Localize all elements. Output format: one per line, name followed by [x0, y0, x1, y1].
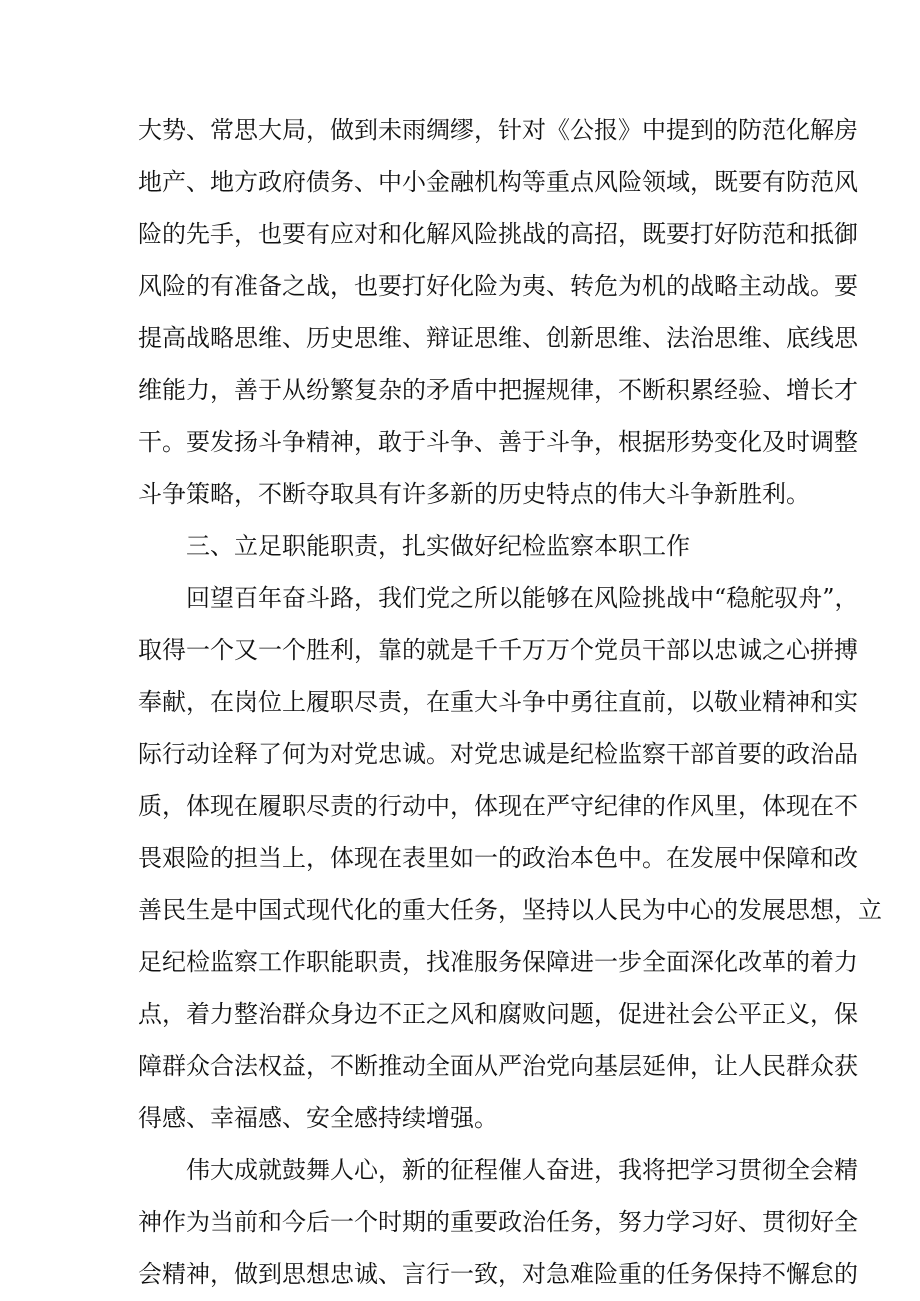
paragraph-line: 大势、常思大局，做到未雨绸缪，针对《公报》中提到的防范化解房: [138, 116, 858, 144]
paragraph-line: 风险的有准备之战，也要打好化险为夷、转危为机的战略主动战。要: [138, 272, 858, 300]
paragraph-line: 地产、地方政府债务、中小金融机构等重点风险领域，既要有防范风: [138, 168, 858, 196]
paragraph-line: 畏艰险的担当上，体现在表里如一的政治本色中。在发展中保障和改: [138, 844, 858, 872]
paragraph-line: 干。要发扬斗争精神，敢于斗争、善于斗争，根据形势变化及时调整: [138, 428, 858, 456]
paragraph-line: 险的先手，也要有应对和化解风险挑战的高招，既要打好防范和抵御: [138, 220, 858, 248]
paragraph-line: 维能力，善于从纷繁复杂的矛盾中把握规律，不断积累经验、增长才: [138, 376, 858, 404]
paragraph-line: 提高战略思维、历史思维、辩证思维、创新思维、法治思维、底线思: [138, 324, 858, 352]
paragraph-line: 质，体现在履职尽责的行动中，体现在严守纪律的作风里，体现在不: [138, 792, 858, 820]
section-heading: 三、立足职能职责，扎实做好纪检监察本职工作: [186, 532, 690, 560]
paragraph-line: 足纪检监察工作职能职责，找准服务保障进一步全面深化改革的着力: [138, 948, 858, 976]
paragraph-line: 点，着力整治群众身边不正之风和腐败问题，促进社会公平正义，保: [138, 1000, 858, 1028]
paragraph-line: 际行动诠释了何为对党忠诚。对党忠诚是纪检监察干部首要的政治品: [138, 740, 858, 768]
paragraph-line: 取得一个又一个胜利，靠的就是千千万万个党员干部以忠诚之心拼搏: [138, 636, 858, 664]
paragraph-line: 回望百年奋斗路，我们党之所以能够在风险挑战中“稳舵驭舟”，: [186, 584, 859, 612]
paragraph-line: 会精神，做到思想忠诚、言行一致，对急难险重的任务保持不懈怠的: [138, 1260, 858, 1288]
paragraph-line: 障群众合法权益，不断推动全面从严治党向基层延伸，让人民群众获: [138, 1052, 858, 1080]
paragraph-line: 斗争策略，不断夺取具有许多新的历史特点的伟大斗争新胜利。: [138, 480, 810, 508]
paragraph-line: 得感、幸福感、安全感持续增强。: [138, 1104, 498, 1132]
paragraph-line: 伟大成就鼓舞人心，新的征程催人奋进，我将把学习贯彻全会精: [186, 1156, 858, 1184]
paragraph-line: 善民生是中国式现代化的重大任务，坚持以人民为中心的发展思想，立: [138, 896, 882, 924]
paragraph-line: 奉献，在岗位上履职尽责，在重大斗争中勇往直前，以敬业精神和实: [138, 688, 858, 716]
paragraph-line: 神作为当前和今后一个时期的重要政治任务，努力学习好、贯彻好全: [138, 1208, 858, 1236]
